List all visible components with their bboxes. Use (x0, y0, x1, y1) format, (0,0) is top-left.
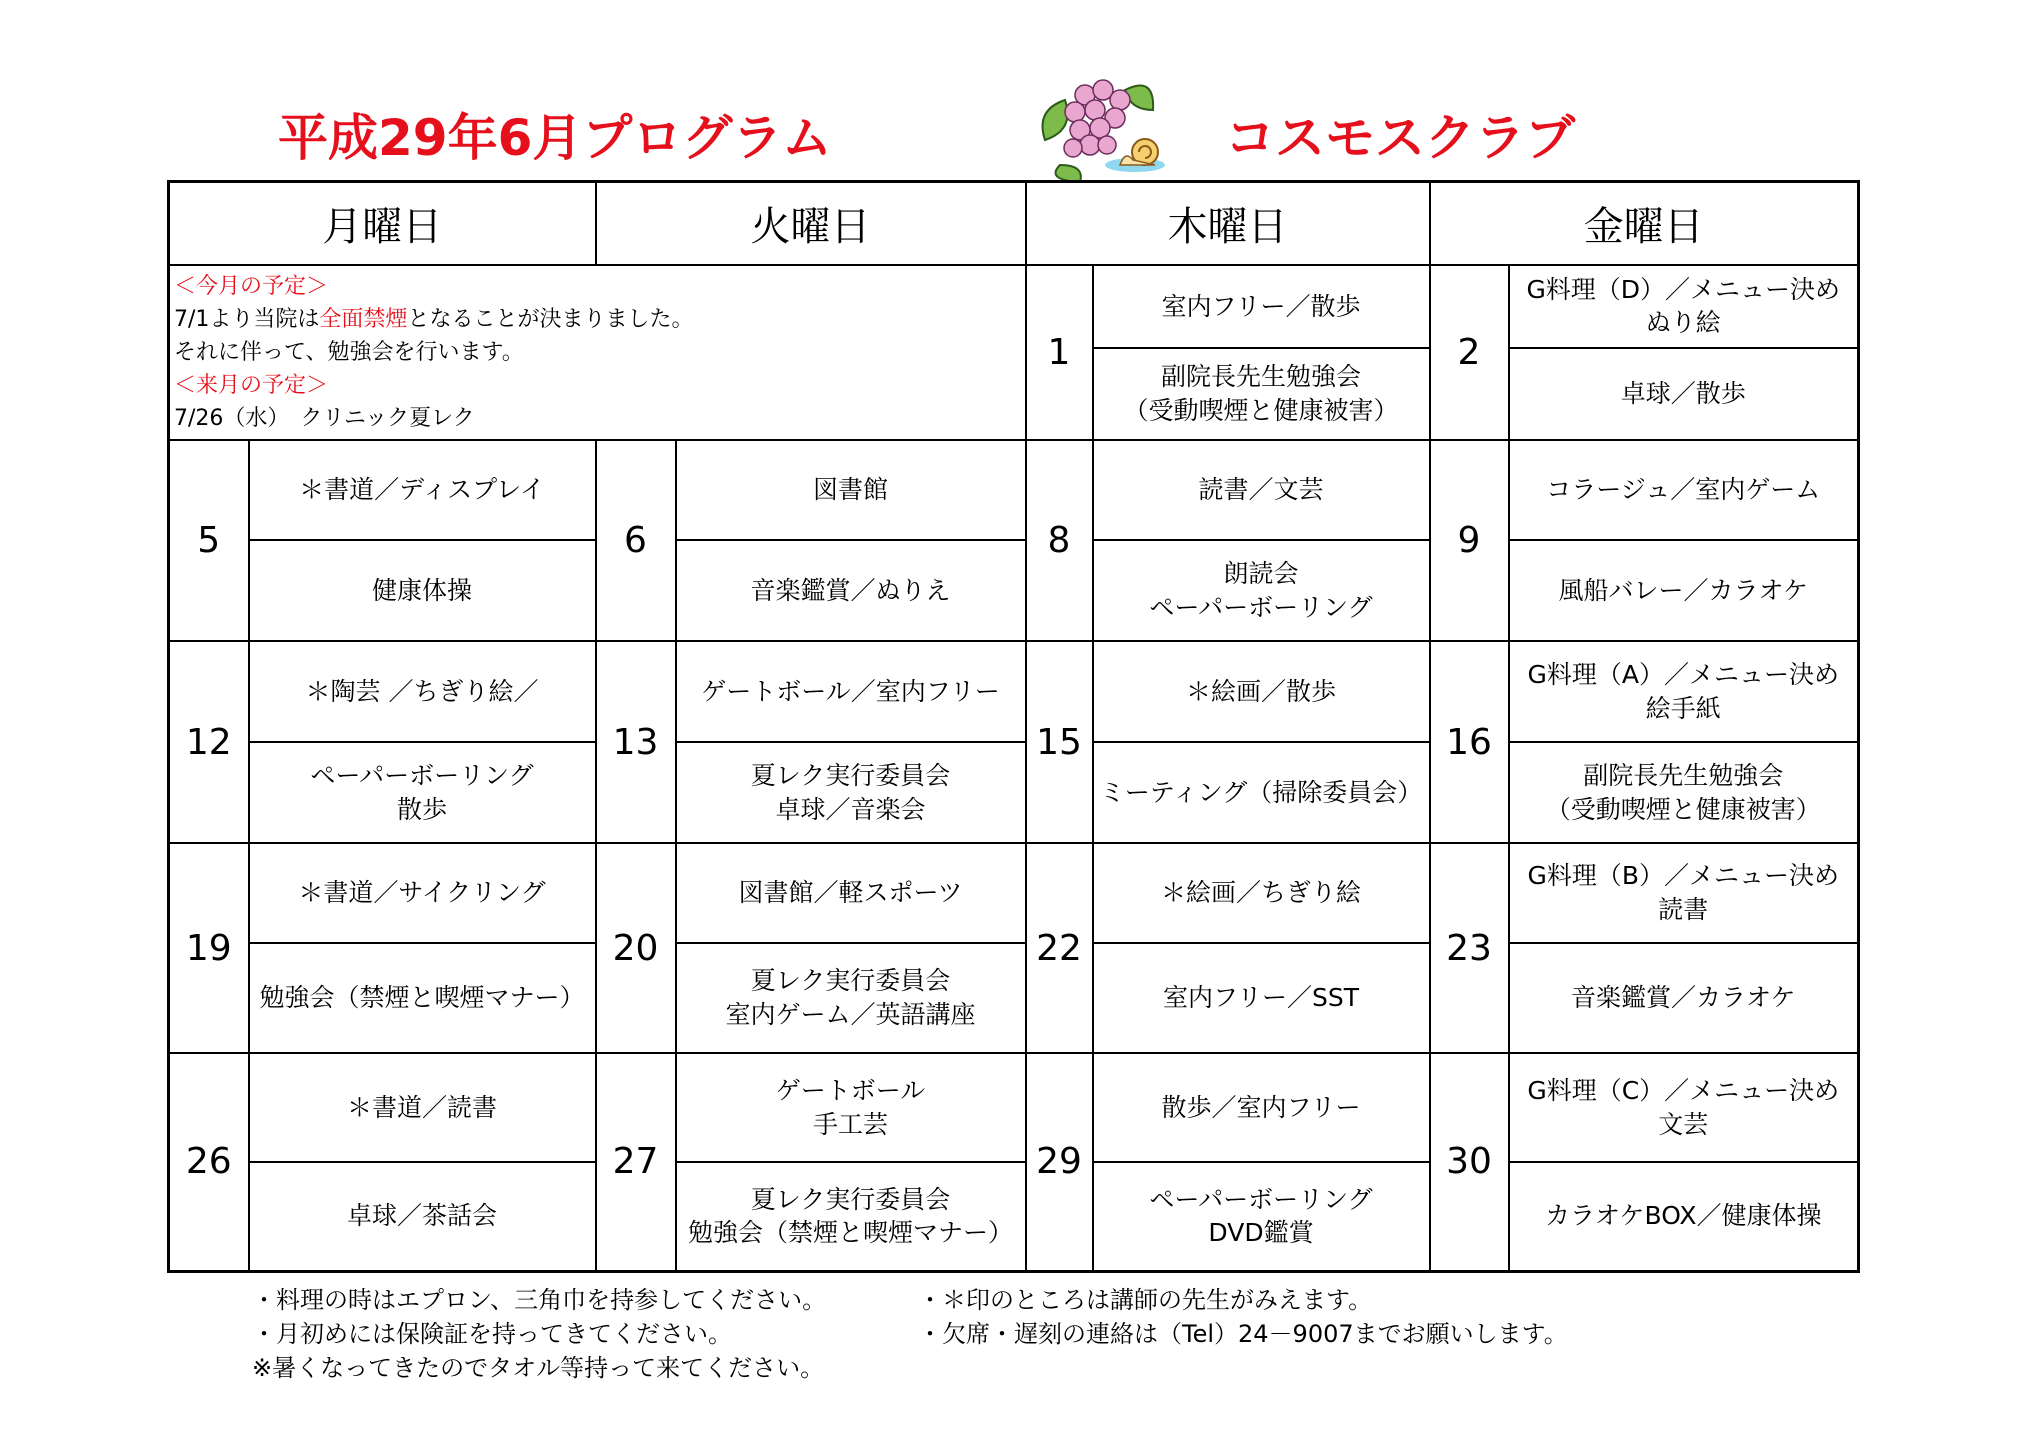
day-cell: 23 (1430, 843, 1509, 1053)
activity-cell: 音楽鑑賞／ぬりえ (676, 540, 1026, 641)
day-cell: 1 (1026, 265, 1093, 440)
activity-cell: G料理（B）／メニュー決め 読書 (1509, 843, 1859, 943)
page-title: 平成29年6月プログラム (278, 109, 832, 167)
weekday-thursday: 木曜日 (1026, 182, 1430, 266)
activity-cell: 副院長先生勉強会 （受動喫煙と健康被害） (1509, 742, 1859, 843)
activity-cell: ＊書道／サイクリング (249, 843, 596, 943)
activity-cell: カラオケBOX／健康体操 (1509, 1162, 1859, 1271)
activity-cell: ＊書道／ディスプレイ (249, 440, 596, 540)
activity-cell: 散歩／室内フリー (1093, 1053, 1430, 1162)
day-cell: 9 (1430, 440, 1509, 641)
day-cell: 26 (169, 1053, 249, 1271)
activity-cell: 音楽鑑賞／カラオケ (1509, 943, 1859, 1053)
next-month-heading: ＜来月の予定＞ (174, 373, 329, 398)
day-cell: 8 (1026, 440, 1093, 641)
activity-cell: ゲートボール 手工芸 (676, 1053, 1026, 1162)
day-cell: 15 (1026, 641, 1093, 843)
day-cell: 5 (169, 440, 249, 641)
activity-cell: 朗読会 ペーパーボーリング (1093, 540, 1430, 641)
activity-cell: ゲートボール／室内フリー (676, 641, 1026, 742)
activity-cell: 副院長先生勉強会 （受動喫煙と健康被害） (1093, 348, 1430, 440)
activity-cell: 夏レク実行委員会 勉強会（禁煙と喫煙マナー） (676, 1162, 1026, 1271)
activity-cell: ＊陶芸 ／ちぎり絵／ (249, 641, 596, 742)
day-cell: 2 (1430, 265, 1509, 440)
activity-cell: 読書／文芸 (1093, 440, 1430, 540)
footer-note: ・月初めには保険証を持ってきてください。 (252, 1320, 732, 1348)
activity-cell: 室内フリー／SST (1093, 943, 1430, 1053)
weekday-tuesday: 火曜日 (596, 182, 1026, 266)
activity-cell: ＊書道／読書 (249, 1053, 596, 1162)
activity-cell: 夏レク実行委員会 卓球／音楽会 (676, 742, 1026, 843)
activity-cell: ペーパーボーリング DVD鑑賞 (1093, 1162, 1430, 1271)
day-cell: 20 (596, 843, 676, 1053)
notice-heading: ＜今月の予定＞ (174, 274, 329, 299)
day-cell: 6 (596, 440, 676, 641)
activity-cell: ＊絵画／散歩 (1093, 641, 1430, 742)
hydrangea-snail-icon (1035, 70, 1170, 185)
day-cell: 27 (596, 1053, 676, 1271)
activity-cell: G料理（C）／メニュー決め 文芸 (1509, 1053, 1859, 1162)
activity-cell: 風船バレー／カラオケ (1509, 540, 1859, 641)
club-name: コスモスクラブ (1225, 109, 1575, 167)
day-cell: 16 (1430, 641, 1509, 843)
program-calendar (167, 180, 1860, 1273)
activity-cell: G料理（D）／メニュー決め ぬり絵 (1509, 265, 1859, 348)
activity-cell: 卓球／茶話会 (249, 1162, 596, 1271)
footer-note: ・＊印のところは講師の先生がみえます。 (918, 1286, 1373, 1314)
notice-box (169, 265, 1026, 440)
activity-cell: 健康体操 (249, 540, 596, 641)
footer-note: ・料理の時はエプロン、三角巾を持参してください。 (252, 1286, 827, 1314)
footer-note: ・欠席・遅刻の連絡は（Tel）24－9007までお願いします。 (918, 1320, 1568, 1348)
weekday-friday: 金曜日 (1430, 182, 1859, 266)
footer-notes-left (252, 1283, 826, 1385)
footer-note: ※暑くなってきたのでタオル等持って来てください。 (252, 1354, 825, 1382)
notice-line2: それに伴って、勉強会を行います。 (174, 340, 524, 365)
day-cell: 12 (169, 641, 249, 843)
activity-cell: 卓球／散歩 (1509, 348, 1859, 440)
activity-cell: 勉強会（禁煙と喫煙マナー） (249, 943, 596, 1053)
activity-cell: 夏レク実行委員会 室内ゲーム／英語講座 (676, 943, 1026, 1053)
day-cell: 29 (1026, 1053, 1093, 1271)
weekday-monday: 月曜日 (169, 182, 596, 266)
day-cell: 22 (1026, 843, 1093, 1053)
activity-cell: コラージュ／室内ゲーム (1509, 440, 1859, 540)
activity-cell: 図書館／軽スポーツ (676, 843, 1026, 943)
next-month-text: 7/26（水） クリニック夏レク (174, 406, 475, 431)
footer-notes-right (918, 1283, 1568, 1351)
activity-cell: 図書館 (676, 440, 1026, 540)
activity-cell: ＊絵画／ちぎり絵 (1093, 843, 1430, 943)
activity-cell: ミーティング（掃除委員会） (1093, 742, 1430, 843)
day-cell: 30 (1430, 1053, 1509, 1271)
activity-cell: ペーパーボーリング 散歩 (249, 742, 596, 843)
activity-cell: 室内フリー／散歩 (1093, 265, 1430, 348)
notice-line1: 7/1より当院は全面禁煙となることが決まりました。 (174, 307, 694, 332)
day-cell: 19 (169, 843, 249, 1053)
activity-cell: G料理（A）／メニュー決め 絵手紙 (1509, 641, 1859, 742)
day-cell: 13 (596, 641, 676, 843)
